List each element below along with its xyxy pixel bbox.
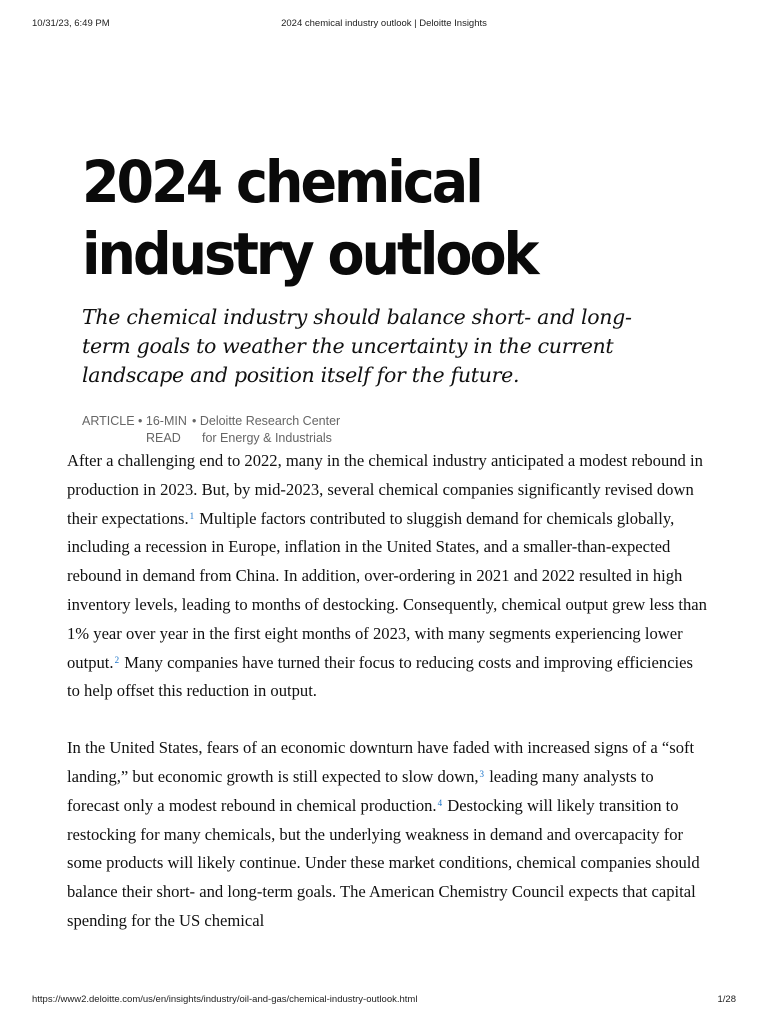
p1-text-b: Multiple factors contributed to sluggish demand for chemicals globally, including a recession in Europe, inflation in the United States, and a smaller-than-expected rebound in demand from China. In addition, over-ordering in 2021 and 2022 resulted in high inventory levels, leading to months of destocking. Consequently, chemical output grew less than 1% year over year in the first eight months of 2023, with many segments experiencing lower output. (67, 508, 707, 672)
article-body (67, 447, 707, 964)
p2-text-c: Destocking will likely transition to restocking for many chemicals, but the underlying weakness in demand and overcapacity for some products will likely continue. Under these market conditions, chemical companies should balance their short- and long-term goals. The American Chemistry Council expects that capital spending for the US chemical (67, 795, 700, 930)
read-time-b: READ (146, 431, 181, 445)
author-a[interactable]: • Deloitte Research Center (192, 414, 341, 428)
read-time-a: 16-MIN (145, 414, 187, 428)
print-page-title: 2024 chemical industry outlook | Deloitte Insights (281, 18, 487, 29)
headline-line-1: 2024 chemical (82, 148, 481, 216)
p2-text-a: In the United States, fears of an economic downturn have faded with increased signs of a “soft landing,” but economic growth is still expected to slow down, (67, 738, 695, 786)
article-type: ARTICLE • (82, 414, 143, 428)
print-datetime: 10/31/23, 6:49 PM (32, 18, 110, 29)
p1-text-a: After a challenging end to 2022, many in the chemical industry anticipated a modest rebound in production in 2023. But, by mid-2023, several chemical companies significantly revised down their expectations. (67, 451, 703, 528)
article-headline (82, 146, 603, 290)
author-b[interactable]: for Energy & Industrials (202, 431, 332, 445)
paragraph-2 (67, 734, 707, 936)
headline-line-2: industry outlook (82, 220, 537, 288)
print-footer (32, 994, 736, 1008)
article-author[interactable] (192, 413, 392, 447)
print-header (32, 18, 736, 32)
print-url: https://www2.deloitte.com/us/en/insights/industry/oil-and-gas/chemical-industry-outlook.html (32, 994, 418, 1005)
footnote-3-link[interactable]: 3 (479, 768, 485, 779)
paragraph-1 (67, 447, 707, 706)
p2-text-b: leading many analysts to forecast only a modest rebound in chemical production. (67, 766, 654, 815)
p1-text-c: Many companies have turned their focus to reducing costs and improving efficiencies to help offset this reduction in output. (67, 652, 693, 701)
article-type-readtime (82, 413, 192, 447)
footnote-1-link[interactable]: 1 (189, 510, 195, 521)
footnote-4-link[interactable]: 4 (437, 797, 443, 808)
article-dek: The chemical industry should balance short- and long-term goals to weather the uncertainty in the current landscape and position itself for the future. (82, 305, 632, 387)
footnote-2-link[interactable]: 2 (114, 654, 120, 665)
print-page-number: 1/28 (717, 994, 736, 1005)
